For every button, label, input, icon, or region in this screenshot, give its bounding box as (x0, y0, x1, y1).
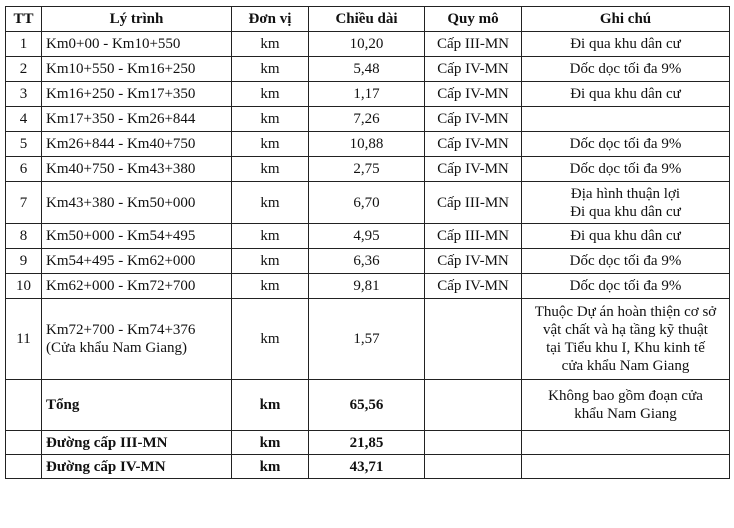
row-note: Dốc dọc tối đa 9% (522, 157, 730, 182)
row-unit: km (232, 82, 309, 107)
row-route: Km26+844 - Km40+750 (42, 132, 232, 157)
row-length: 9,81 (309, 274, 425, 299)
subtotal-length: 21,85 (309, 431, 425, 455)
row-length: 1,57 (309, 299, 425, 380)
row-note: Đi qua khu dân cư (522, 82, 730, 107)
table-row (6, 157, 730, 182)
note-line: cửa khẩu Nam Giang (561, 358, 690, 374)
route-table (5, 6, 730, 479)
row-tt: 1 (6, 32, 42, 57)
total-row (6, 380, 730, 431)
row-tt: 2 (6, 57, 42, 82)
row-scale: Cấp III-MN (425, 32, 522, 57)
header-row (6, 7, 730, 32)
row-route: Km40+750 - Km43+380 (42, 157, 232, 182)
row-note: Dốc dọc tối đa 9% (522, 274, 730, 299)
note-line: Đi qua khu dân cư (570, 203, 681, 220)
note-line: Thuộc Dự án hoàn thiện cơ sở (534, 304, 717, 320)
row-length: 6,36 (309, 249, 425, 274)
header-route: Lý trình (42, 7, 232, 32)
row-length: 7,26 (309, 107, 425, 132)
row-note (522, 299, 730, 380)
row-tt: 4 (6, 107, 42, 132)
header-note: Ghi chú (522, 7, 730, 32)
subtotal-scale (425, 431, 522, 455)
row-length: 10,20 (309, 32, 425, 57)
row-length: 5,48 (309, 57, 425, 82)
subtotal-note (522, 455, 730, 479)
row-unit: km (232, 107, 309, 132)
row-unit: km (232, 224, 309, 249)
row-unit: km (232, 157, 309, 182)
subtotal-tt (6, 431, 42, 455)
table-row (6, 249, 730, 274)
table-row (6, 224, 730, 249)
row-unit: km (232, 32, 309, 57)
total-tt (6, 380, 42, 431)
row-scale: Cấp IV-MN (425, 249, 522, 274)
route-line: Km72+700 - Km74+376 (46, 322, 196, 338)
row-unit: km (232, 182, 309, 224)
row-note: Dốc dọc tối đa 9% (522, 132, 730, 157)
row-tt: 5 (6, 132, 42, 157)
table-row (6, 82, 730, 107)
row-note (522, 182, 730, 224)
table-row (6, 299, 730, 380)
total-note (522, 380, 730, 431)
total-unit: km (232, 380, 309, 431)
row-unit: km (232, 132, 309, 157)
row-scale: Cấp IV-MN (425, 274, 522, 299)
header-length: Chiều dài (309, 7, 425, 32)
subtotal-scale (425, 455, 522, 479)
table-row (6, 182, 730, 224)
row-route: Km54+495 - Km62+000 (42, 249, 232, 274)
row-note (522, 107, 730, 132)
subtotal-label: Đường cấp IV-MN (42, 455, 232, 479)
row-tt: 7 (6, 182, 42, 224)
row-tt: 9 (6, 249, 42, 274)
subtotal-unit: km (232, 431, 309, 455)
note-line: vật chất và hạ tầng kỹ thuật (543, 322, 708, 338)
subtotal-row (6, 431, 730, 455)
row-tt: 10 (6, 274, 42, 299)
note-line: Không bao gồm đoạn cửa (548, 388, 703, 404)
row-route (42, 299, 232, 380)
row-tt: 6 (6, 157, 42, 182)
row-note: Dốc dọc tối đa 9% (522, 57, 730, 82)
table-row (6, 57, 730, 82)
row-tt: 11 (6, 299, 42, 380)
row-scale: Cấp III-MN (425, 182, 522, 224)
header-unit: Đơn vị (232, 7, 309, 32)
row-note: Đi qua khu dân cư (522, 32, 730, 57)
total-label: Tổng (42, 380, 232, 431)
table-row (6, 107, 730, 132)
row-scale: Cấp III-MN (425, 224, 522, 249)
row-route: Km10+550 - Km16+250 (42, 57, 232, 82)
note-line: khẩu Nam Giang (574, 406, 677, 422)
row-route: Km0+00 - Km10+550 (42, 32, 232, 57)
row-length: 1,17 (309, 82, 425, 107)
route-line: (Cửa khẩu Nam Giang) (46, 340, 188, 356)
row-route: Km43+380 - Km50+000 (42, 182, 232, 224)
row-tt: 8 (6, 224, 42, 249)
header-tt: TT (6, 7, 42, 32)
row-scale: Cấp IV-MN (425, 132, 522, 157)
row-length: 10,88 (309, 132, 425, 157)
row-route: Km62+000 - Km72+700 (42, 274, 232, 299)
subtotal-row (6, 455, 730, 479)
subtotal-note (522, 431, 730, 455)
row-route: Km16+250 - Km17+350 (42, 82, 232, 107)
row-scale (425, 299, 522, 380)
table-row (6, 132, 730, 157)
row-note: Đi qua khu dân cư (522, 224, 730, 249)
row-route: Km17+350 - Km26+844 (42, 107, 232, 132)
row-scale: Cấp IV-MN (425, 157, 522, 182)
row-tt: 3 (6, 82, 42, 107)
row-unit: km (232, 299, 309, 380)
row-unit: km (232, 57, 309, 82)
subtotal-tt (6, 455, 42, 479)
subtotal-label: Đường cấp III-MN (42, 431, 232, 455)
row-scale: Cấp IV-MN (425, 57, 522, 82)
row-length: 2,75 (309, 157, 425, 182)
row-unit: km (232, 274, 309, 299)
total-length: 65,56 (309, 380, 425, 431)
total-scale (425, 380, 522, 431)
row-length: 6,70 (309, 182, 425, 224)
header-scale: Quy mô (425, 7, 522, 32)
row-unit: km (232, 249, 309, 274)
row-route: Km50+000 - Km54+495 (42, 224, 232, 249)
subtotal-unit: km (232, 455, 309, 479)
row-length: 4,95 (309, 224, 425, 249)
table-row (6, 274, 730, 299)
note-line: tại Tiểu khu I, Khu kinh tế (546, 340, 705, 356)
table-row (6, 32, 730, 57)
row-scale: Cấp IV-MN (425, 107, 522, 132)
row-scale: Cấp IV-MN (425, 82, 522, 107)
row-note: Dốc dọc tối đa 9% (522, 249, 730, 274)
subtotal-length: 43,71 (309, 455, 425, 479)
note-line: Địa hình thuận lợi (570, 185, 681, 202)
